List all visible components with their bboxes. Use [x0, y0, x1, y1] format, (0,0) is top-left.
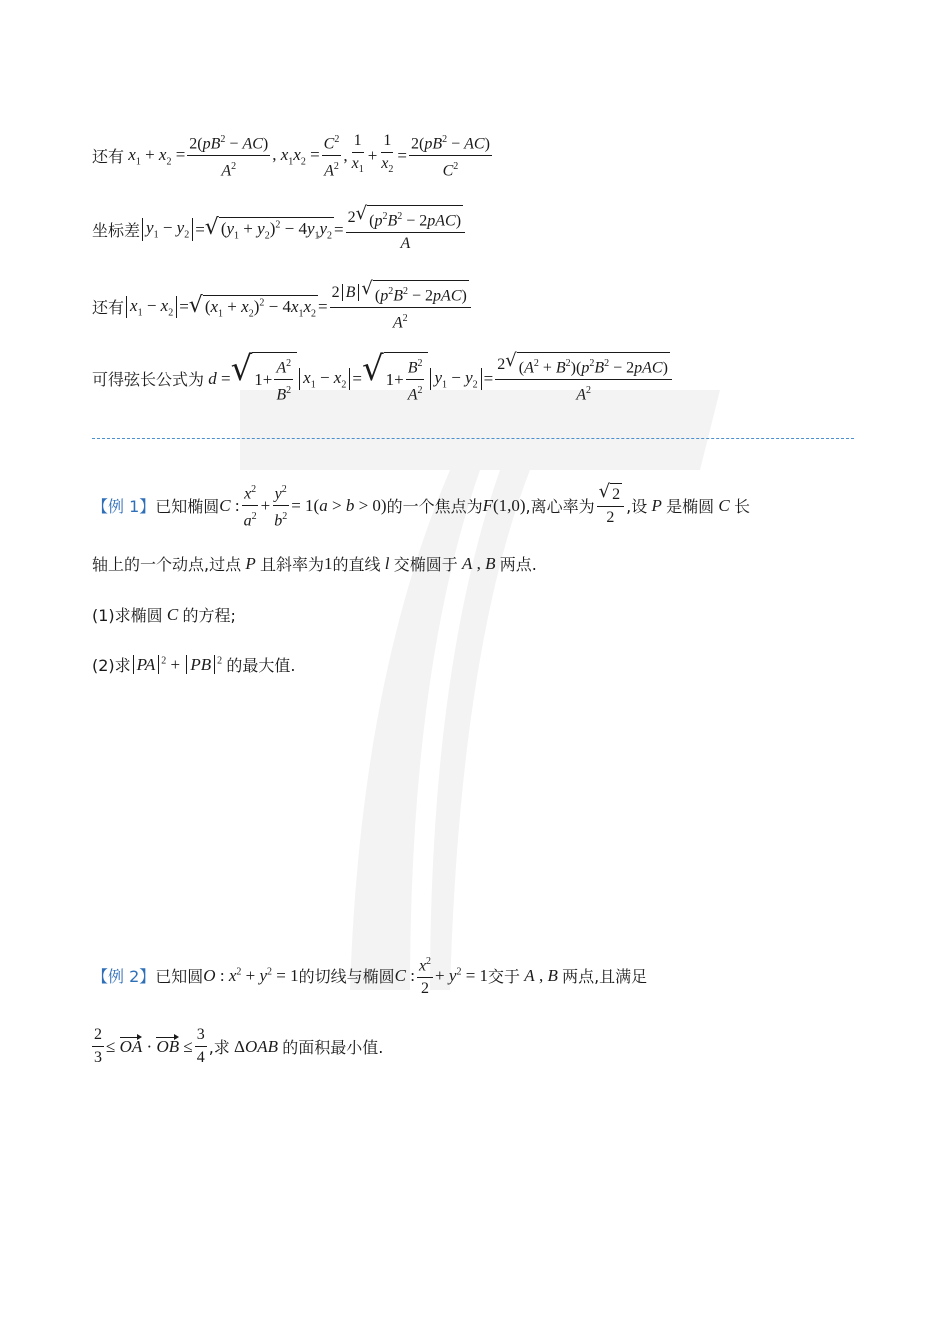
sqrt-chord-x: √ 1+ $\frac{A^2}{B^2}$: [231, 352, 298, 406]
example1-question2: [92, 653, 295, 676]
example1-line2-a: 轴上的一个动点,过点: [92, 555, 242, 574]
frac-inv-sum: $\frac{2(pB^2 - AC)}{C^2}$: [409, 130, 492, 182]
frac-sum-x: $\frac{2(pB^2 - AC)}{A^2}$: [187, 130, 270, 182]
focus-point: F(1,0): [482, 495, 526, 515]
line1-prefix: 还有: [92, 147, 125, 167]
frac-y2-b2: $\frac{y^2}{b^2}$: [272, 480, 289, 532]
sqrt-chord-y: √ 1+ $\frac{B^2}{A^2}$: [362, 352, 429, 406]
example1-text-f: 长: [733, 497, 750, 517]
chord-d: d =: [208, 368, 231, 388]
frac-three-quarters: $\frac{3}{4}$: [196, 1026, 205, 1066]
example1-line2: 轴上的一个动点,过点 P 且斜率为 1 的直线 l 交椭圆于 A , B 两点.: [92, 553, 537, 574]
example1-question1: (1)求椭圆 C 的方程;: [92, 604, 236, 625]
q2-text-b: 的最大值.: [226, 656, 296, 675]
frac-chord: 2 √ $(A^2 + B^2)(p^2B^2 - 2pAC)$ $A^2$: [495, 352, 672, 406]
example2-text-b: 的切线与椭圆: [298, 967, 395, 987]
frac-product-x: $\frac{C^2}{A^2}$: [322, 130, 342, 182]
formula-line-1: 还有 $x_1 + x_2$ = $\frac{2(pB^2 - AC)}{A^2}$ , $x_1x_2$ = $\frac{C^2}{A^2}$ , $\frac{1}{x_1}$ + $\frac{1}{x_2}$ = $\frac{2(pB^2 - AC)}{C^2}$: [92, 130, 494, 182]
example1-text-a: 已知椭圆: [155, 497, 220, 517]
example1-text-e: 是椭圆: [666, 497, 715, 517]
frac-x2-a2: $\frac{x^2}{a^2}$: [242, 480, 259, 532]
sqrt-x-expr: √ $(x_1 + x_2)^2 - 4x_1x_2$: [188, 292, 317, 320]
example2-label: 【例 2】: [92, 967, 156, 987]
line4-prefix: 可得弦长公式为: [92, 370, 205, 390]
example2-text-a: 已知圆: [155, 967, 204, 987]
sum-x-expr: $x_1 + x_2$ =: [128, 144, 186, 168]
formula-line-4: 可得弦长公式为 d = √ 1+ $\frac{A^2}{B^2}$ $x_1 - x_2$ = √ 1+ $\frac{B^2}{A^2}$ $y_1 - y_2$ = 2 √ $(A^2 + B^2)(p^2B^2 - 2pAC)$ $A^2$: [92, 352, 674, 406]
abs-x-diff: $x_1 - x_2$: [126, 296, 177, 318]
example1-line2-e: 两点.: [499, 555, 537, 574]
example1-line2-b: 且斜率为: [259, 555, 324, 574]
example2-line2-b: 的面积最小值.: [282, 1038, 384, 1057]
example1-label: 【例 1】: [92, 497, 156, 517]
frac-inv-x2: $\frac{1}{x_2}$: [381, 132, 394, 176]
example2-text-d: 两点,且满足: [562, 967, 648, 987]
pa-pb-expr: PA $^2$ + PB $^2$: [131, 655, 227, 675]
product-x-expr: , $x_1x_2$ =: [272, 144, 320, 168]
ellipse-condition: = 1(a > b > 0): [291, 495, 387, 515]
example1-line2-d: 交椭圆于: [393, 555, 458, 574]
frac-x-diff: 2 B √ $(p^2B^2 - 2pAC)$ $A^2$: [330, 280, 471, 334]
example1-line2-c: 的直线: [332, 555, 381, 574]
example2-line2: [92, 1025, 383, 1068]
example2-text-c: 交于: [488, 967, 521, 987]
q1-text-b: 的方程;: [182, 606, 236, 625]
formula-line-2: 坐标差 $y_1 - y_2$ = √ $(y_1 + y_2)^2 - 4y_1y_2$ = 2 √ $(p^2B^2 - 2pAC)$ A: [92, 205, 467, 254]
frac-y-diff: 2 √ $(p^2B^2 - 2pAC)$ A: [346, 205, 465, 254]
example1-text-c: ,离心率为: [525, 497, 595, 517]
ellipse2-eq: + $y^2 = 1$: [435, 965, 489, 985]
formula-line-3: 还有 $x_1 - x_2$ = √ $(x_1 + x_2)^2 - 4x_1x_2$ = 2 B √ $(p^2B^2 - 2pAC)$ $A^2$: [92, 280, 473, 334]
q1-text-a: (1)求椭圆: [92, 606, 163, 625]
sqrt-y-expr: √ $(y_1 + y_2)^2 - 4y_1y_2$: [204, 215, 333, 242]
section-divider: [92, 438, 854, 439]
frac-eccentricity: √ 2 2: [597, 483, 624, 528]
line3-prefix: 还有: [92, 298, 125, 318]
circle-eq: O : $x^2 + y^2 = 1$: [203, 965, 299, 985]
example1-line1: 【例 1】 已知椭圆 C : $\frac{x^2}{a^2}$ + $\frac{y^2}{b^2}$ = 1(a > b > 0) 的一个焦点为 F(1,0) ,离心率为 √ 2 2 ,设 P 是椭圆 C 长: [92, 481, 750, 530]
q2-text-a: (2)求: [92, 656, 131, 675]
example1-text-b: 的一个焦点为: [386, 497, 483, 517]
triangle-oab: ΔOAB: [229, 1036, 279, 1056]
example2-line1: 【例 2】 已知圆 O : $x^2 + y^2 = 1$ 的切线与椭圆 C : $\frac{x^2}{2}$ + $y^2 = 1$ 交于 A , B 两点,且满足: [92, 952, 647, 999]
line2-prefix: 坐标差: [92, 221, 141, 241]
ellipse-name: C :: [219, 495, 240, 515]
frac-two-thirds: $\frac{2}{3}$: [94, 1026, 102, 1066]
frac-inv-x1: $\frac{1}{x_1}$: [351, 132, 364, 176]
dot-product-expr: ≤ OA · OB ≤: [106, 1036, 193, 1056]
example2-line2-a: ,求: [208, 1038, 230, 1057]
frac-x2-2: $\frac{x^2}{2}$: [417, 952, 433, 999]
abs-y-diff: $y_1 - y_2$: [142, 218, 193, 240]
example1-text-d: ,设: [626, 497, 648, 517]
